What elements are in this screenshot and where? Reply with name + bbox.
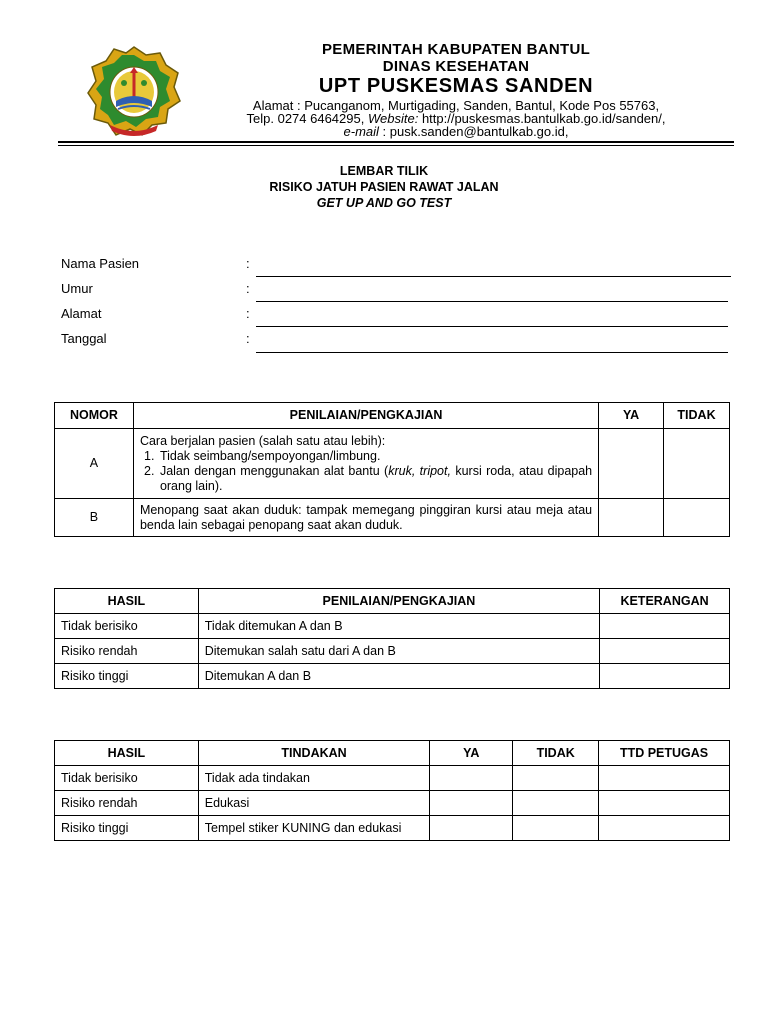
result-penilaian: Ditemukan A dan B — [198, 664, 599, 689]
field-label-umur: Umur — [61, 281, 93, 296]
result-penilaian: Tidak ditemukan A dan B — [198, 614, 599, 639]
action-tidak-cell[interactable] — [513, 766, 599, 791]
field-label-nama-pasien: Nama Pasien — [61, 256, 140, 271]
letterhead-email: : pusk.sanden@bantulkab.go.id, — [382, 124, 569, 139]
result-hasil: Risiko tinggi — [55, 664, 199, 689]
header-tindakan: TINDAKAN — [198, 741, 430, 766]
letterhead-address: Alamat : Pucanganom, Murtigading, Sanden, Bantul, Kode Pos 55763, — [252, 98, 660, 113]
table-header-row — [55, 589, 730, 614]
header-ya: YA — [430, 741, 513, 766]
row-a-tidak-cell[interactable] — [664, 429, 730, 499]
table-row — [55, 639, 730, 664]
letterhead-divider-thick — [58, 141, 734, 143]
row-a-criteria — [133, 429, 598, 499]
result-table — [54, 588, 730, 689]
action-table — [54, 740, 730, 841]
header-tidak: TIDAK — [513, 741, 599, 766]
row-a-list — [140, 449, 592, 494]
field-colon: : — [246, 281, 250, 296]
result-hasil: Tidak berisiko — [55, 614, 199, 639]
row-b-criteria: Menopang saat akan duduk: tampak memegang pinggiran kursi atau meja atau benda lain sebagai penopang saat akan duduk. — [133, 499, 598, 537]
row-b-ya-cell[interactable] — [599, 499, 664, 537]
bantul-regency-logo — [86, 45, 182, 137]
action-ttd-cell[interactable] — [599, 816, 730, 841]
row-a-number: A — [55, 429, 134, 499]
action-hasil: Risiko tinggi — [55, 816, 199, 841]
field-colon: : — [246, 256, 250, 271]
table-row — [55, 664, 730, 689]
field-colon: : — [246, 306, 250, 321]
table-row — [55, 614, 730, 639]
header-hasil: HASIL — [55, 741, 199, 766]
header-nomor: NOMOR — [55, 403, 134, 429]
action-tindakan: Tidak ada tindakan — [198, 766, 430, 791]
row-b-tidak-cell[interactable] — [664, 499, 730, 537]
row-a-item-1: 1. Tidak seimbang/sempoyongan/limbung. — [158, 449, 592, 464]
row-a-item-2 — [158, 464, 592, 494]
header-keterangan: KETERANGAN — [600, 589, 730, 614]
header-hasil: HASIL — [55, 589, 199, 614]
row-a-ya-cell[interactable] — [599, 429, 664, 499]
header-ttd-petugas: TTD PETUGAS — [599, 741, 730, 766]
table-row — [55, 499, 730, 537]
action-tindakan: Tempel stiker KUNING dan edukasi — [198, 816, 430, 841]
row-b-number: B — [55, 499, 134, 537]
field-label-alamat: Alamat — [61, 306, 102, 321]
letterhead-phone: Telp. 0274 6464295, — [246, 111, 365, 126]
form-subtitle: RISIKO JATUH PASIEN RAWAT JALAN — [269, 180, 499, 194]
header-tidak: TIDAK — [664, 403, 730, 429]
field-label-tanggal: Tanggal — [61, 331, 107, 346]
field-line-nama-pasien[interactable] — [256, 276, 731, 277]
result-penilaian: Ditemukan salah satu dari A dan B — [198, 639, 599, 664]
row-a-intro: Cara berjalan pasien (salah satu atau lebih): — [139, 433, 386, 448]
letterhead-website: http://puskesmas.bantulkab.go.id/sanden/, — [421, 111, 666, 126]
table-row — [55, 816, 730, 841]
letterhead-website-label: Website: — [367, 111, 419, 126]
action-ttd-cell[interactable] — [599, 791, 730, 816]
row-a-item-2-post: kursi roda, atau dipapah orang lain). — [159, 463, 593, 493]
table-row — [55, 791, 730, 816]
action-ya-cell[interactable] — [430, 766, 513, 791]
field-colon: : — [246, 331, 250, 346]
form-test-name: GET UP AND GO TEST — [316, 196, 452, 210]
action-tidak-cell[interactable] — [513, 791, 599, 816]
letterhead-divider-thin — [58, 145, 734, 146]
field-line-umur[interactable] — [256, 301, 728, 302]
header-penilaian: PENILAIAN/PENGKAJIAN — [198, 589, 599, 614]
table-header-row — [55, 403, 730, 429]
row-a-item-2-italic: kruk, tripot, — [388, 463, 451, 478]
action-ya-cell[interactable] — [430, 791, 513, 816]
action-ya-cell[interactable] — [430, 816, 513, 841]
letterhead-agency: DINAS KESEHATAN — [382, 58, 530, 75]
result-keterangan-cell[interactable] — [600, 614, 730, 639]
action-hasil: Risiko rendah — [55, 791, 199, 816]
action-hasil: Tidak berisiko — [55, 766, 199, 791]
action-ttd-cell[interactable] — [599, 766, 730, 791]
header-ya: YA — [599, 403, 664, 429]
assessment-table — [54, 402, 730, 537]
row-a-item-2-pre: Jalan dengan menggunakan alat bantu ( — [159, 463, 389, 478]
form-title: LEMBAR TILIK — [339, 164, 429, 178]
result-hasil: Risiko rendah — [55, 639, 199, 664]
letterhead-email-line — [206, 125, 706, 138]
result-keterangan-cell[interactable] — [600, 639, 730, 664]
letterhead-government: PEMERINTAH KABUPATEN BANTUL — [321, 41, 591, 58]
letterhead-unit: UPT PUSKESMAS SANDEN — [318, 75, 594, 97]
header-penilaian: PENILAIAN/PENGKAJIAN — [133, 403, 598, 429]
field-line-tanggal[interactable] — [256, 352, 728, 353]
letterhead-email-label: e-mail — [343, 124, 379, 139]
table-row — [55, 429, 730, 499]
result-keterangan-cell[interactable] — [600, 664, 730, 689]
table-row — [55, 766, 730, 791]
table-header-row — [55, 741, 730, 766]
field-line-alamat[interactable] — [256, 326, 728, 327]
action-tidak-cell[interactable] — [513, 816, 599, 841]
action-tindakan: Edukasi — [198, 791, 430, 816]
